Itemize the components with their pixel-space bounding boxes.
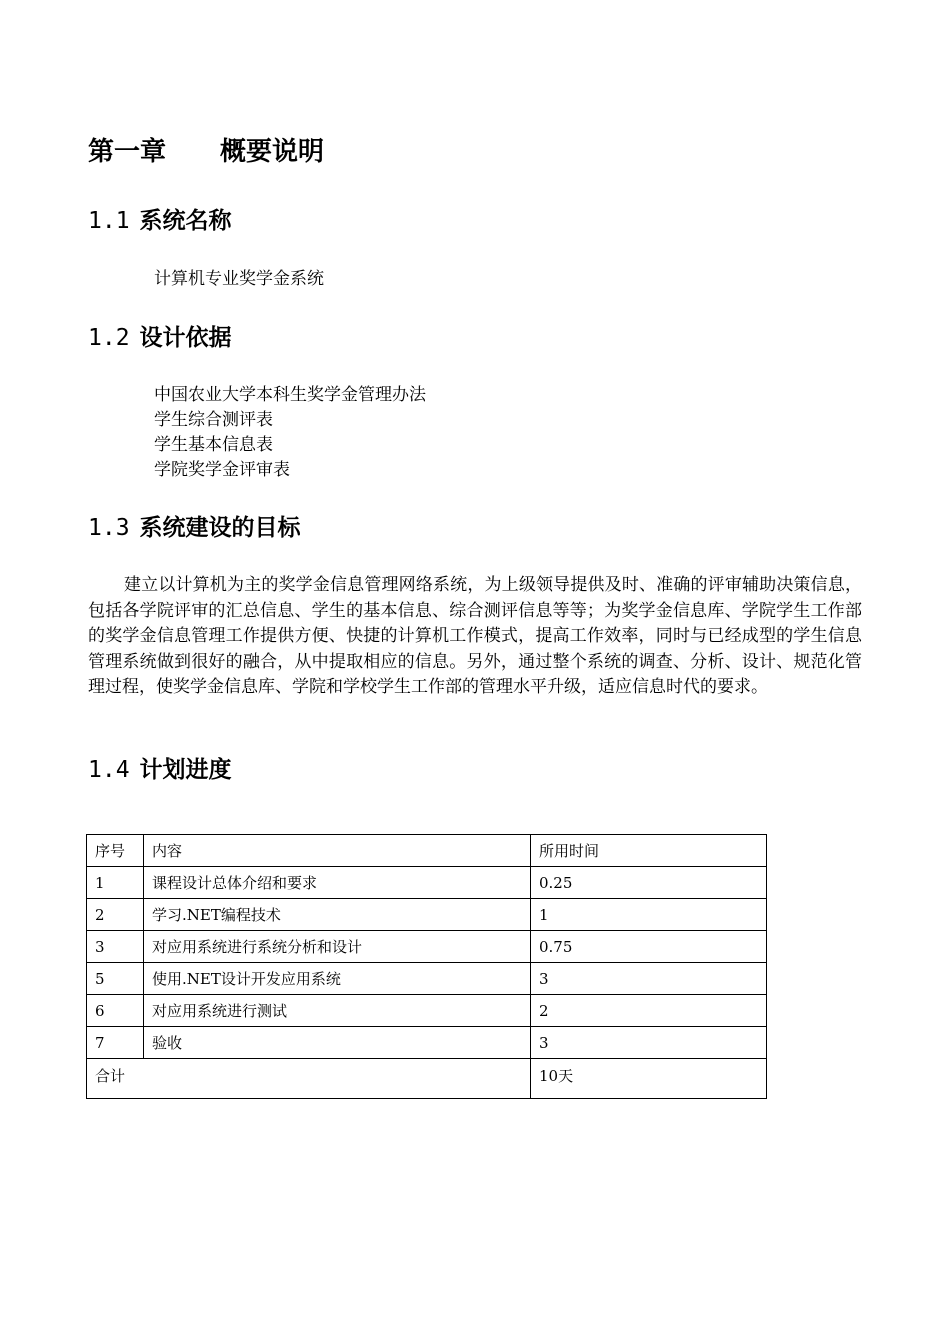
list-item: 学生基本信息表 [154,435,273,455]
section-title: 系统名称 [139,208,232,234]
table-total-row [87,1059,767,1099]
table-cell: 对应用系统进行系统分析和设计 [144,931,531,963]
table-header-cell: 内容 [144,835,531,867]
section-number: 1.1 [88,208,130,234]
table-cell: 对应用系统进行测试 [144,995,531,1027]
table-row [87,995,767,1027]
section-number: 1.3 [88,515,130,541]
list-item: 学生综合测评表 [154,410,273,430]
table-cell: 2 [531,995,767,1027]
section-heading-1-4 [88,754,232,786]
design-basis-list [154,383,426,483]
system-name-text: 计算机专业奖学金系统 [154,269,324,289]
table-cell: 验收 [144,1027,531,1059]
section-number: 1.2 [88,325,130,351]
table-header-cell: 所用时间 [531,835,767,867]
table-row [87,1027,767,1059]
table-cell: 0.25 [531,867,767,899]
table-cell: 1 [87,867,144,899]
table-cell: 6 [87,995,144,1027]
chapter-number: 第一章 [88,137,167,167]
section-number: 1.4 [88,757,130,783]
section-heading-1-3 [88,512,301,544]
goals-paragraph: 建立以计算机为主的奖学金信息管理网络系统，为上级领导提供及时、准确的评审辅助决策信息，包括各学院评审的汇总信息、学生的基本信息、综合测评信息等等；为奖学金信息库、学院学生工作部的奖学金信息管理工作提供方便、快捷的计算机工作模式，提高工作效率，同时与已经成型的学生信息管理系统做到很好的融合，从中提取相应的信息。另外，通过整个系统的调查、分析、设计、规范化管理过程，使奖学金信息库、学院和学校学生工作部的管理水平升级，适应信息时代的要求。 [88,575,862,698]
section-heading-1-1 [88,205,232,237]
chapter-title: 概要说明 [220,137,325,167]
section-title: 系统建设的目标 [139,515,301,541]
section-heading-1-2 [88,322,232,354]
table-row [87,963,767,995]
list-item: 学院奖学金评审表 [154,460,290,480]
table-cell: 学习.NET编程技术 [144,899,531,931]
table-header-row [87,835,767,867]
total-label-cell: 合计 [87,1059,531,1099]
total-value-cell: 10天 [531,1059,767,1099]
table-cell: 7 [87,1027,144,1059]
chapter-heading [88,134,324,170]
table-header-cell: 序号 [87,835,144,867]
table-cell: 3 [531,963,767,995]
table-cell: 1 [531,899,767,931]
table-row [87,867,767,899]
table-row [87,899,767,931]
section-title: 计划进度 [139,757,232,783]
list-item: 中国农业大学本科生奖学金管理办法 [154,385,426,405]
table-cell: 使用.NET设计开发应用系统 [144,963,531,995]
table-cell: 0.75 [531,931,767,963]
table-cell: 2 [87,899,144,931]
table-cell: 5 [87,963,144,995]
table-cell: 3 [87,931,144,963]
schedule-table [86,834,767,1099]
table-row [87,931,767,963]
table-cell: 3 [531,1027,767,1059]
section-title: 设计依据 [139,325,232,351]
table-cell: 课程设计总体介绍和要求 [144,867,531,899]
